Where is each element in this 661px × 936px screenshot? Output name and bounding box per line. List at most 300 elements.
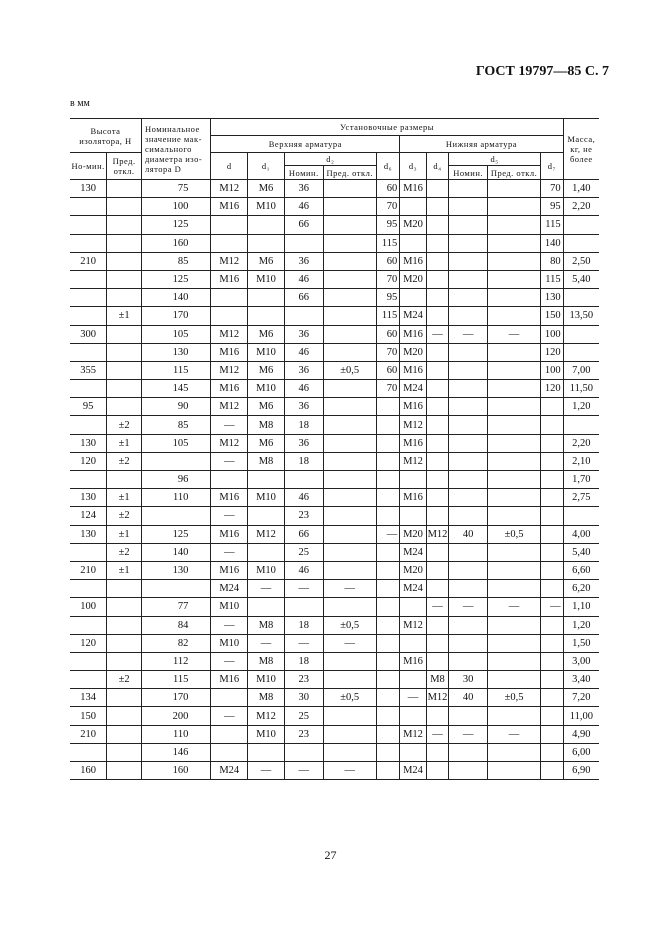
table-cell [107, 325, 142, 343]
table-cell: — [323, 762, 376, 780]
table-row [70, 452, 599, 470]
table-cell: M16 [211, 525, 248, 543]
table-cell [323, 543, 376, 561]
table-cell: — [211, 707, 248, 725]
table-cell: 140 [141, 289, 210, 307]
nomin-header-lower: Номин. [449, 166, 488, 180]
table-cell: 46 [284, 270, 323, 288]
table-cell [541, 434, 564, 452]
table-cell: 36 [284, 361, 323, 379]
table-cell [107, 616, 142, 634]
table-cell [563, 325, 599, 343]
table-cell: 30 [284, 689, 323, 707]
table-cell: 170 [141, 689, 210, 707]
d7-header: d₇ [541, 153, 564, 180]
table-row [70, 434, 599, 452]
table-cell [541, 762, 564, 780]
table-cell [426, 616, 448, 634]
table-cell [541, 671, 564, 689]
table-cell [400, 743, 427, 761]
table-cell [323, 598, 376, 616]
table-cell [449, 652, 488, 670]
table-cell [488, 634, 541, 652]
table-cell: M10 [248, 343, 285, 361]
table-cell [323, 343, 376, 361]
table-cell: M16 [211, 270, 248, 288]
table-cell [449, 307, 488, 325]
table-cell [141, 507, 210, 525]
table-cell [449, 198, 488, 216]
table-cell [541, 616, 564, 634]
table-cell: 18 [284, 652, 323, 670]
table-cell: 36 [284, 325, 323, 343]
table-cell: 13,50 [563, 307, 599, 325]
table-cell [541, 634, 564, 652]
table-cell [563, 234, 599, 252]
table-cell: M12 [400, 416, 427, 434]
table-cell [541, 507, 564, 525]
table-cell [400, 198, 427, 216]
table-cell: 6,00 [563, 743, 599, 761]
table-cell [426, 234, 448, 252]
table-cell [376, 671, 399, 689]
table-cell [488, 343, 541, 361]
document-header: ГОСТ 19797—85 С. 7 [475, 64, 609, 79]
table-cell [376, 707, 399, 725]
table-cell: M10 [248, 671, 285, 689]
table-cell [541, 489, 564, 507]
table-cell [449, 343, 488, 361]
d-header: d [211, 153, 248, 180]
table-cell: 2,50 [563, 252, 599, 270]
table-cell [323, 289, 376, 307]
table-cell: M16 [400, 398, 427, 416]
table-cell: 3,00 [563, 652, 599, 670]
table-cell: M8 [248, 652, 285, 670]
table-cell [426, 270, 448, 288]
table-cell: M16 [400, 652, 427, 670]
table-cell: 130 [141, 561, 210, 579]
table-cell: — [284, 634, 323, 652]
table-cell [323, 434, 376, 452]
table-cell: M10 [248, 198, 285, 216]
table-cell [248, 234, 285, 252]
table-cell [107, 652, 142, 670]
table-cell: 130 [141, 343, 210, 361]
table-cell [488, 307, 541, 325]
table-cell: 95 [376, 216, 399, 234]
table-row [70, 234, 599, 252]
table-cell [107, 471, 142, 489]
table-cell: — [211, 616, 248, 634]
table-cell [323, 525, 376, 543]
table-cell: 18 [284, 452, 323, 470]
table-cell [376, 616, 399, 634]
table-cell: 210 [70, 725, 107, 743]
table-cell [107, 343, 142, 361]
table-cell [400, 507, 427, 525]
table-cell: — [248, 762, 285, 780]
table-cell: 66 [284, 289, 323, 307]
table-cell [449, 270, 488, 288]
table-cell [488, 743, 541, 761]
table-row [70, 380, 599, 398]
table-cell [376, 580, 399, 598]
table-cell: ±0,5 [323, 361, 376, 379]
table-cell [541, 652, 564, 670]
table-cell: — [211, 416, 248, 434]
install-header: Установочные размеры [211, 119, 563, 136]
table-cell [70, 743, 107, 761]
table-cell [248, 471, 285, 489]
table-cell [400, 234, 427, 252]
table-cell [400, 707, 427, 725]
table-cell: 100 [541, 361, 564, 379]
table-cell: — [211, 652, 248, 670]
table-cell [323, 198, 376, 216]
table-cell: 1,20 [563, 398, 599, 416]
table-cell [426, 252, 448, 270]
table-cell [70, 198, 107, 216]
table-cell: 5,40 [563, 270, 599, 288]
diameter-header: Номинальное значение мак-симального диаметра изо-лятора D [141, 119, 210, 180]
table-cell: ±1 [107, 561, 142, 579]
table-cell [323, 707, 376, 725]
table-cell [323, 216, 376, 234]
table-cell [541, 416, 564, 434]
table-cell: 25 [284, 543, 323, 561]
table-cell: 70 [541, 180, 564, 198]
table-cell [488, 452, 541, 470]
table-cell [541, 689, 564, 707]
table-cell [541, 580, 564, 598]
table-row [70, 343, 599, 361]
table-cell [70, 616, 107, 634]
table-cell [376, 634, 399, 652]
table-row [70, 543, 599, 561]
table-cell [449, 489, 488, 507]
table-cell: M12 [400, 725, 427, 743]
table-cell [70, 216, 107, 234]
table-row [70, 216, 599, 234]
table-cell [426, 343, 448, 361]
table-cell: 1,20 [563, 616, 599, 634]
table-cell: 130 [541, 289, 564, 307]
table-cell [488, 489, 541, 507]
table-row [70, 762, 599, 780]
d1-header: d₁ [248, 153, 285, 180]
table-cell [323, 380, 376, 398]
table-cell: M24 [211, 762, 248, 780]
table-row [70, 252, 599, 270]
table-cell [426, 198, 448, 216]
table-cell [323, 452, 376, 470]
table-row [70, 489, 599, 507]
table-cell [323, 671, 376, 689]
d4-header: d₄ [426, 153, 448, 180]
table-cell: M24 [400, 380, 427, 398]
table-cell [107, 289, 142, 307]
upper-header: Верхняя арматура [211, 136, 400, 153]
table-cell [141, 452, 210, 470]
table-cell: M6 [248, 325, 285, 343]
table-cell [563, 343, 599, 361]
table-cell: — [248, 580, 285, 598]
table-cell [488, 707, 541, 725]
table-cell [541, 452, 564, 470]
table-cell [376, 689, 399, 707]
table-cell: 105 [141, 434, 210, 452]
table-cell [107, 361, 142, 379]
table-cell [426, 398, 448, 416]
table-cell [426, 380, 448, 398]
table-cell: 46 [284, 561, 323, 579]
table-cell [107, 398, 142, 416]
lower-header: Нижняя арматура [400, 136, 563, 153]
table-cell: 23 [284, 671, 323, 689]
table-cell: 115 [141, 361, 210, 379]
table-cell [70, 307, 107, 325]
table-cell: M16 [211, 561, 248, 579]
table-cell: 95 [541, 198, 564, 216]
table-cell: 96 [141, 471, 210, 489]
table-cell: M24 [400, 543, 427, 561]
table-cell [426, 180, 448, 198]
table-cell [563, 507, 599, 525]
table-cell: M12 [211, 180, 248, 198]
table-cell [248, 507, 285, 525]
table-cell: 130 [70, 434, 107, 452]
table-cell: 355 [70, 361, 107, 379]
table-cell [211, 689, 248, 707]
table-cell [488, 652, 541, 670]
table-cell: M16 [400, 180, 427, 198]
table-cell [376, 489, 399, 507]
table-cell: 140 [141, 543, 210, 561]
table-cell [211, 289, 248, 307]
table-cell: — [284, 580, 323, 598]
table-cell: — [211, 543, 248, 561]
table-cell [488, 252, 541, 270]
pred-header-lower: Пред. откл. [488, 166, 541, 180]
table-cell [449, 216, 488, 234]
table-row [70, 580, 599, 598]
table-cell: M16 [400, 489, 427, 507]
table-cell [323, 725, 376, 743]
table-cell [488, 543, 541, 561]
table-cell: 115 [541, 270, 564, 288]
table-cell: 105 [141, 325, 210, 343]
table-cell: 2,10 [563, 452, 599, 470]
table-cell [449, 580, 488, 598]
table-cell: 110 [141, 725, 210, 743]
table-cell [426, 452, 448, 470]
table-cell: 210 [70, 252, 107, 270]
table-cell [107, 180, 142, 198]
table-cell: M8 [248, 416, 285, 434]
table-cell: — [449, 325, 488, 343]
table-cell: 160 [70, 762, 107, 780]
table-cell [449, 398, 488, 416]
table-cell: M20 [400, 343, 427, 361]
table-cell: M12 [211, 398, 248, 416]
table-cell: 300 [70, 325, 107, 343]
table-cell [488, 561, 541, 579]
table-cell: 60 [376, 252, 399, 270]
table-cell [107, 380, 142, 398]
table-cell [449, 743, 488, 761]
table-cell: 82 [141, 634, 210, 652]
table-cell [70, 580, 107, 598]
table-cell: 110 [141, 489, 210, 507]
table-cell [248, 307, 285, 325]
table-cell [284, 234, 323, 252]
table-cell [323, 743, 376, 761]
table-cell [426, 561, 448, 579]
table-cell: M20 [400, 525, 427, 543]
table-cell: — [400, 689, 427, 707]
table-cell: 160 [141, 762, 210, 780]
table-cell [376, 398, 399, 416]
table-cell: M8 [248, 689, 285, 707]
table-cell: M20 [400, 216, 427, 234]
table-cell: 125 [141, 270, 210, 288]
table-cell: M16 [400, 434, 427, 452]
table-cell [323, 489, 376, 507]
table-cell: ±1 [107, 307, 142, 325]
table-cell [426, 361, 448, 379]
table-cell [426, 580, 448, 598]
table-cell: 150 [70, 707, 107, 725]
table-cell: 6,90 [563, 762, 599, 780]
table-cell: — [488, 725, 541, 743]
table-row [70, 361, 599, 379]
table-cell: 115 [376, 307, 399, 325]
table-cell [488, 289, 541, 307]
table-cell: 7,20 [563, 689, 599, 707]
table-cell: M12 [426, 525, 448, 543]
table-row [70, 689, 599, 707]
table-cell: 2,20 [563, 198, 599, 216]
table-cell: 7,00 [563, 361, 599, 379]
table-cell: 130 [70, 525, 107, 543]
table-row [70, 616, 599, 634]
table-cell [376, 561, 399, 579]
table-cell [488, 416, 541, 434]
table-cell: 36 [284, 398, 323, 416]
table-cell: M10 [248, 725, 285, 743]
table-row [70, 598, 599, 616]
table-cell [426, 762, 448, 780]
table-cell: 2,75 [563, 489, 599, 507]
table-cell: M16 [211, 198, 248, 216]
table-cell: M8 [248, 452, 285, 470]
table-cell: 46 [284, 489, 323, 507]
table-cell: 120 [541, 343, 564, 361]
table-cell [323, 325, 376, 343]
table-cell [541, 725, 564, 743]
table-cell [426, 489, 448, 507]
table-cell: ±2 [107, 543, 142, 561]
table-cell: ±0,5 [488, 525, 541, 543]
table-cell [488, 471, 541, 489]
table-cell [376, 598, 399, 616]
table-cell [248, 216, 285, 234]
table-cell [488, 198, 541, 216]
table-cell: 70 [376, 270, 399, 288]
table-cell: 1,50 [563, 634, 599, 652]
table-cell [426, 634, 448, 652]
table-cell [323, 180, 376, 198]
table-row [70, 416, 599, 434]
table-cell: — [488, 325, 541, 343]
table-cell [488, 180, 541, 198]
table-cell [211, 471, 248, 489]
table-cell [488, 234, 541, 252]
table-cell: 36 [284, 180, 323, 198]
table-cell [248, 289, 285, 307]
table-cell: M12 [248, 707, 285, 725]
table-cell [323, 270, 376, 288]
table-cell: 112 [141, 652, 210, 670]
table-cell: 84 [141, 616, 210, 634]
table-cell: ±1 [107, 525, 142, 543]
table-cell [541, 561, 564, 579]
table-cell: 115 [541, 216, 564, 234]
table-cell [70, 471, 107, 489]
table-cell: M12 [400, 452, 427, 470]
table-cell [541, 471, 564, 489]
table-cell: 77 [141, 598, 210, 616]
table-cell [488, 398, 541, 416]
table-cell [211, 234, 248, 252]
table-cell [449, 634, 488, 652]
table-cell: M12 [400, 616, 427, 634]
table-cell [541, 543, 564, 561]
table-row [70, 634, 599, 652]
table-cell: — [284, 762, 323, 780]
table-cell: ±2 [107, 416, 142, 434]
table-cell [449, 507, 488, 525]
table-cell: 130 [70, 489, 107, 507]
table-cell [70, 652, 107, 670]
table-cell [449, 561, 488, 579]
table-cell [70, 416, 107, 434]
table-row [70, 652, 599, 670]
table-cell: 60 [376, 180, 399, 198]
table-cell: — [323, 634, 376, 652]
table-cell: — [248, 634, 285, 652]
table-cell [323, 416, 376, 434]
table-cell: 85 [141, 416, 210, 434]
table-cell [449, 416, 488, 434]
table-cell [70, 343, 107, 361]
table-cell: 1,70 [563, 471, 599, 489]
table-cell [376, 743, 399, 761]
table-cell: M10 [248, 561, 285, 579]
table-cell [488, 270, 541, 288]
table-cell: — [449, 725, 488, 743]
table-cell [400, 598, 427, 616]
table-cell: 3,40 [563, 671, 599, 689]
table-cell [449, 361, 488, 379]
table-row [70, 325, 599, 343]
table-cell [323, 507, 376, 525]
table-cell: M12 [248, 525, 285, 543]
table-row [70, 289, 599, 307]
table-cell: M24 [211, 580, 248, 598]
table-cell: M10 [211, 634, 248, 652]
